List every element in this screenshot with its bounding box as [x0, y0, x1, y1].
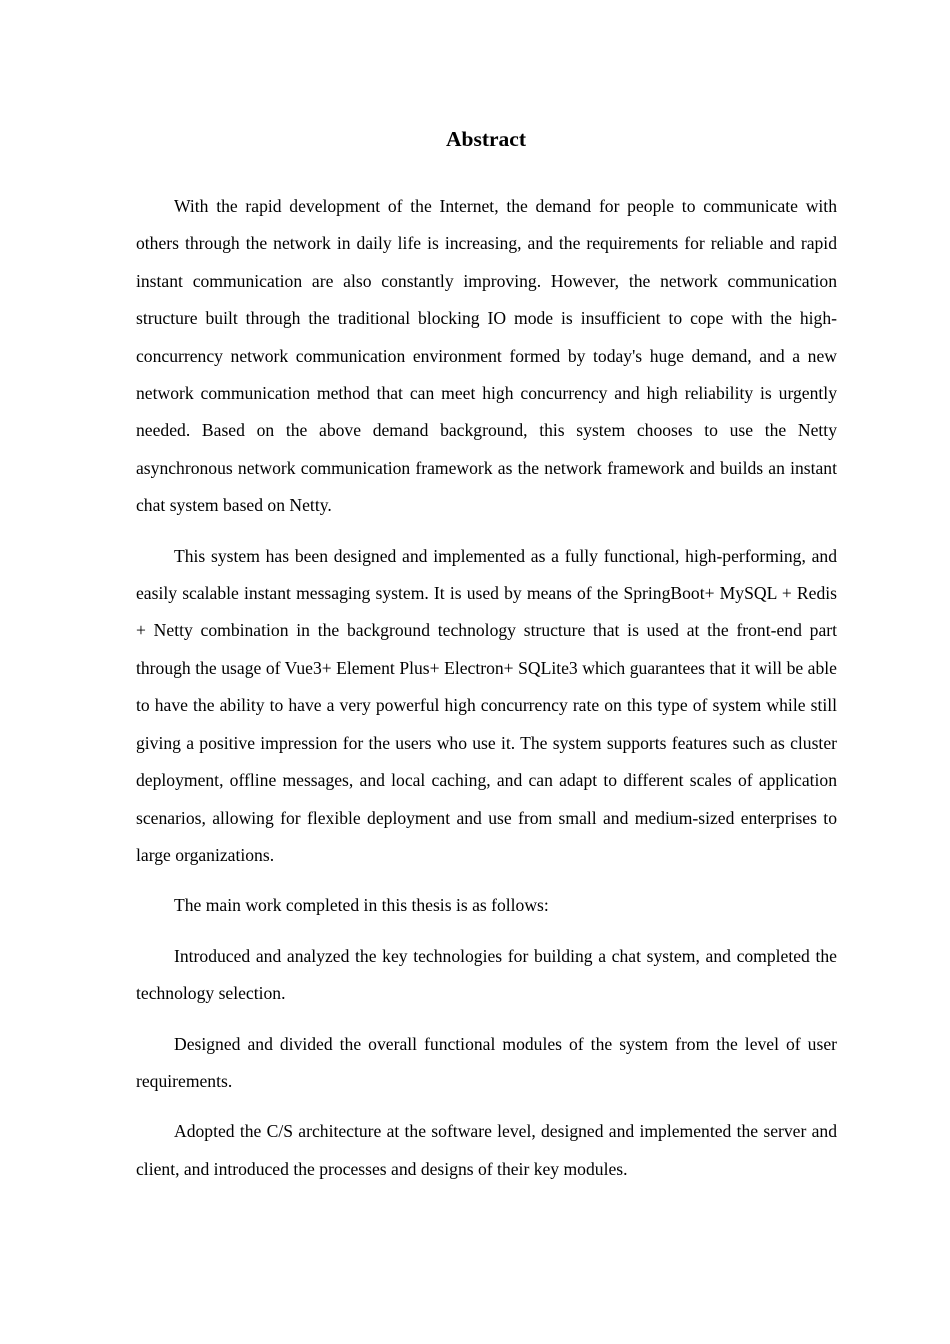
- abstract-body: [136, 188, 837, 1201]
- paragraph-system-overview: This system has been designed and implemented as a fully functional, high-performing, and easily scalable instant messaging system. It is used by means of the SpringBoot+ MySQL + Redis + Netty combination in the background technology structure that is used at the front-end part through the usage of Vue3+ Element Plus+ Electron+ SQLite3 which guarantees that it will be able to have the ability to have a very powerful high concurrency rate on this type of system while still giving a positive impression for the users who use it. The system supports features such as cluster deployment, offline messages, and local caching, and can adapt to different scales of application scenarios, allowing for flexible deployment and use from small and medium-sized enterprises to large organizations.: [136, 545, 837, 865]
- abstract-heading: Abstract: [445, 127, 526, 151]
- paragraph-work-item-architecture: Adopted the C/S architecture at the software level, designed and implemented the server and client, and introduced the processes and designs of their key modules.: [136, 1121, 837, 1179]
- paragraph-work-item-modules: Designed and divided the overall functional modules of the system from the level of user requirements.: [136, 1033, 837, 1091]
- paragraph-work-item-technologies: Introduced and analyzed the key technologies for building a chat system, and completed the technology selection.: [136, 945, 837, 1004]
- paragraph-main-work-intro: The main work completed in this thesis is as follows:: [174, 895, 549, 916]
- paragraph-background: With the rapid development of the Internet, the demand for people to communicate with others through the network in daily life is increasing, and the requirements for reliable and rapid instant communication are also constantly improving. However, the network communication structure built through the traditional blocking IO mode is insufficient to cope with the high-concurrency network communication environment formed by today's huge demand, and a new network communication method that can meet high concurrency and high reliability is urgently needed. Based on the above demand background, this system chooses to use the Netty asynchronous network communication framework as the network framework and builds an instant chat system based on Netty.: [136, 196, 837, 516]
